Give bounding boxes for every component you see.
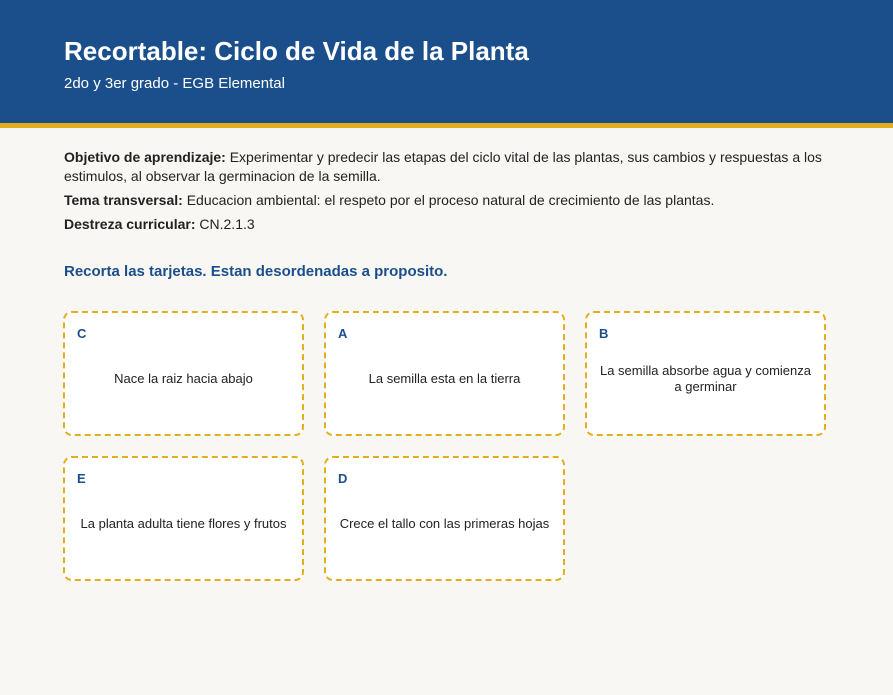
objective-label: Objetivo de aprendizaje: — [64, 149, 226, 165]
skill-label: Destreza curricular: — [64, 216, 196, 232]
theme-text: Educacion ambiental: el respeto por el proceso natural de crecimiento de las plantas. — [182, 192, 715, 208]
card-text: Nace la raiz hacia abajo — [114, 370, 253, 386]
card-e[interactable] — [63, 456, 304, 581]
card-text: La planta adulta tiene flores y frutos — [80, 515, 287, 531]
card-text: La semilla esta en la tierra — [368, 370, 521, 386]
theme-label: Tema transversal: — [64, 192, 183, 208]
objective-paragraph — [64, 148, 829, 186]
card-letter: C — [77, 326, 87, 341]
card-c[interactable] — [63, 311, 304, 436]
card-d[interactable] — [324, 456, 565, 581]
card-letter: D — [338, 471, 348, 486]
instruction-heading: Recorta las tarjetas. Estan desordenadas a proposito. — [64, 263, 448, 280]
skill-text: CN.2.1.3 — [195, 216, 255, 232]
card-text: Crece el tallo con las primeras hojas — [339, 515, 550, 531]
objective-text: Experimentar y predecir las etapas del ciclo vital de las plantas, sus cambios y respuestas a los estimulos, al observar la germinacion de la semilla. — [64, 149, 822, 184]
card-text: La semilla absorbe agua y comienza a germinar — [599, 362, 811, 394]
card-a[interactable] — [324, 311, 565, 436]
card-letter: B — [599, 326, 609, 341]
card-letter: A — [338, 326, 348, 341]
skill-paragraph — [64, 215, 829, 234]
card-b[interactable] — [585, 311, 826, 436]
info-section — [64, 148, 829, 239]
theme-paragraph — [64, 191, 829, 210]
page-title: Recortable: Ciclo de Vida de la Planta — [64, 36, 529, 66]
header-banner — [0, 0, 893, 128]
page-subtitle: 2do y 3er grado - EGB Elemental — [64, 75, 285, 92]
card-letter: E — [77, 471, 86, 486]
